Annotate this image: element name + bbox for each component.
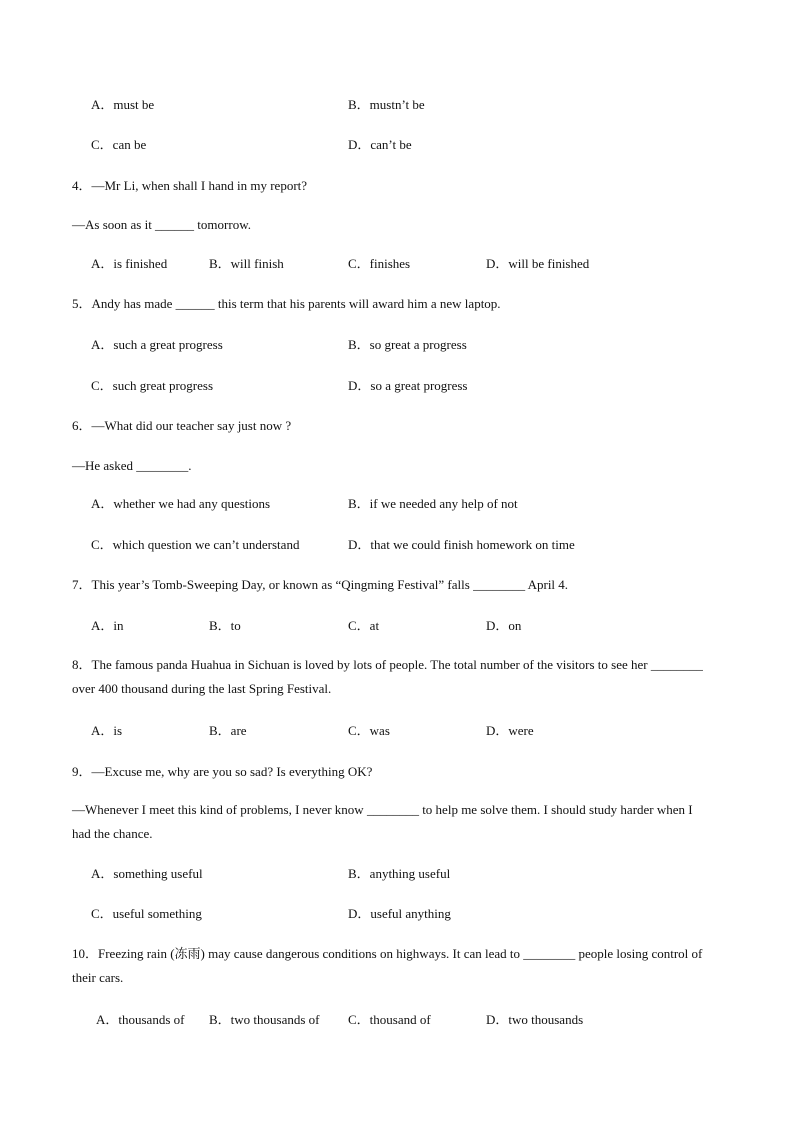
q5-option-d: D．so a great progress (348, 378, 468, 393)
q6-option-c: C．which question we can’t understand (91, 537, 300, 552)
q10-option-c: C．thousand of (348, 1012, 431, 1027)
q7-stem: 7．This year’s Tomb-Sweeping Day, or known as “Qingming Festival” falls ________ April 4. (72, 577, 569, 592)
q4-stem: 4．—Mr Li, when shall I hand in my report? (72, 178, 308, 193)
q7-option-c: C．at (348, 618, 380, 633)
q10-option-d: D．two thousands (486, 1012, 584, 1027)
q6-answer-line: —He asked ________. (72, 458, 192, 473)
q4-option-b: B．will finish (209, 256, 284, 271)
q6-option-b: B．if we needed any help of not (348, 496, 518, 511)
q3-option-c: C．can be (91, 137, 147, 152)
q6-option-d: D．that we could finish homework on time (348, 537, 575, 552)
q3-option-d: D．can’t be (348, 137, 412, 152)
q8-option-a: A．is (91, 723, 123, 738)
q8-stem: 8．The famous panda Huahua in Sichuan is loved by lots of people. The total number of the visitors to see her ________ over 400 thousand during the last Spring Festival. (72, 657, 703, 696)
q8-option-d: D．were (486, 723, 534, 738)
q4-option-a: A．is finished (91, 256, 168, 271)
q5-option-c: C．such great progress (91, 378, 214, 393)
q8-option-c: C．was (348, 723, 390, 738)
q3-option-a: A．must be (91, 97, 155, 112)
q9-option-a: A．something useful (91, 866, 203, 881)
q4-option-c: C．finishes (348, 256, 411, 271)
q10-stem: 10．Freezing rain (冻雨) may cause dangerous conditions on highways. It can lead to ________ people losing control of their cars. (72, 946, 703, 985)
q6-option-a: A．whether we had any questions (91, 496, 271, 511)
q9-option-d: D．useful anything (348, 906, 451, 921)
q4-answer-line: —As soon as it ______ tomorrow. (72, 217, 251, 232)
q10-option-b: B．two thousands of (209, 1012, 320, 1027)
q9-option-b: B．anything useful (348, 866, 451, 881)
q10-option-a: A．thousands of (96, 1012, 185, 1027)
q3-option-b: B．mustn’t be (348, 97, 425, 112)
q7-option-b: B．to (209, 618, 241, 633)
q9-stem: 9．—Excuse me, why are you so sad? Is everything OK? (72, 764, 373, 779)
q5-option-a: A．such a great progress (91, 337, 223, 352)
q5-option-b: B．so great a progress (348, 337, 467, 352)
q5-stem: 5．Andy has made ______ this term that his parents will award him a new laptop. (72, 296, 501, 311)
q4-option-d: D．will be finished (486, 256, 590, 271)
q7-option-a: A．in (91, 618, 124, 633)
q7-option-d: D．on (486, 618, 522, 633)
q8-option-b: B．are (209, 723, 247, 738)
q9-answer-line: —Whenever I meet this kind of problems, I never know ________ to help me solve them. I should study harder when I had the chance. (72, 802, 693, 841)
q6-stem: 6．—What did our teacher say just now ? (72, 418, 292, 433)
q9-option-c: C．useful something (91, 906, 202, 921)
